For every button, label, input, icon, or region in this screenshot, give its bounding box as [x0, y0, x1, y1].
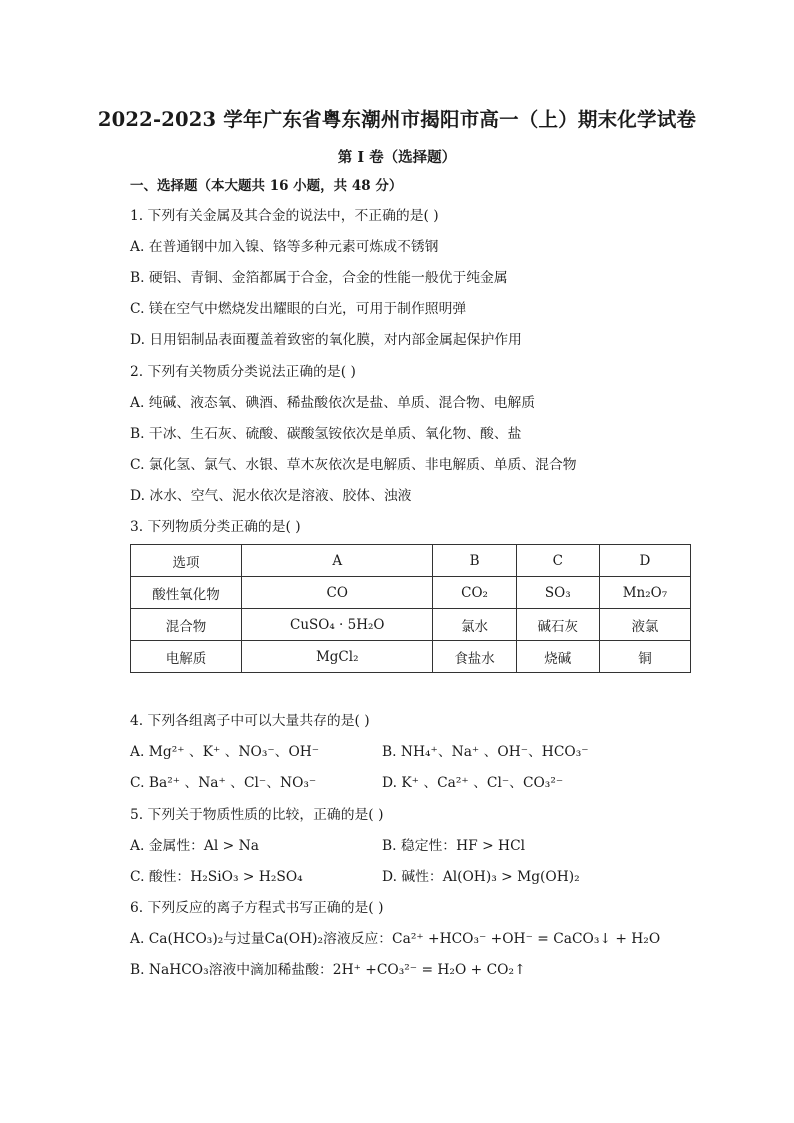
- table-cell: 铜: [599, 641, 690, 673]
- table-cell: 酸性氧化物: [131, 577, 242, 609]
- table-cell: MgCl₂: [242, 641, 433, 673]
- table-row: [131, 641, 691, 673]
- q2-option-a: A. 纯碱、液态氧、碘酒、稀盐酸依次是盐、单质、混合物、电解质: [130, 395, 536, 411]
- q5-stem: 5. 下列关于物质性质的比较，正确的是( ): [130, 807, 384, 823]
- table-row: [131, 577, 691, 609]
- table-header-cell: C: [516, 545, 599, 577]
- table-header-cell: 选项: [131, 545, 242, 577]
- table-cell: 烧碱: [516, 641, 599, 673]
- q2-option-b: B. 干冰、生石灰、硫酸、碳酸氢铵依次是单质、氧化物、酸、盐: [130, 426, 522, 442]
- q1-stem: 1. 下列有关金属及其合金的说法中，不正确的是( ): [130, 208, 439, 224]
- q3-classification-table: [130, 544, 691, 673]
- q5-option-b: B. 稳定性：HF > HCl: [382, 838, 526, 854]
- q1-option-b: B. 硬铝、青铜、金箔都属于合金，合金的性能一般优于纯金属: [130, 270, 508, 286]
- table-cell: 氯水: [433, 609, 516, 641]
- q2-option-c: C. 氯化氢、氯气、水银、草木灰依次是电解质、非电解质、单质、混合物: [130, 457, 577, 473]
- q5-option-d: D. 碱性：Al(OH)₃ > Mg(OH)₂: [382, 869, 580, 885]
- table-cell: CO₂: [433, 577, 516, 609]
- table-cell: Mn₂O₇: [599, 577, 690, 609]
- part-heading: 第 I 卷（选择题）: [337, 149, 457, 166]
- q4-option-b: B. NH₄⁺、Na⁺ 、OH⁻、HCO₃⁻: [382, 744, 589, 760]
- page-title: 2022-2023 学年广东省粤东潮州市揭阳市高一（上）期末化学试卷: [97, 108, 697, 131]
- q3-stem: 3. 下列物质分类正确的是( ): [130, 519, 301, 535]
- table-header-cell: D: [599, 545, 690, 577]
- q6-stem: 6. 下列反应的离子方程式书写正确的是( ): [130, 900, 384, 916]
- table-header-cell: A: [242, 545, 433, 577]
- q6-option-a: A. Ca(HCO₃)₂与过量Ca(OH)₂溶液反应：Ca²⁺ +HCO₃⁻ +OH⁻ = CaCO₃↓ + H₂O: [130, 931, 661, 947]
- q1-option-a: A. 在普通钢中加入镍、铬等多种元素可炼成不锈钢: [130, 239, 439, 255]
- table-row: [131, 609, 691, 641]
- q2-option-d: D. 冰水、空气、泥水依次是溶液、胶体、浊液: [130, 488, 412, 504]
- q1-option-c: C. 镁在空气中燃烧发出耀眼的白光，可用于制作照明弹: [130, 301, 467, 317]
- q6-option-b: B. NaHCO₃溶液中滴加稀盐酸：2H⁺ +CO₃²⁻ = H₂O + CO₂↑: [130, 962, 526, 978]
- q4-option-a: A. Mg²⁺ 、K⁺ 、NO₃⁻、OH⁻: [130, 744, 320, 760]
- table-header-row: [131, 545, 691, 577]
- q5-option-a: A. 金属性：Al > Na: [130, 838, 259, 854]
- table-cell: 碱石灰: [516, 609, 599, 641]
- q1-option-d: D. 日用铝制品表面覆盖着致密的氧化膜，对内部金属起保护作用: [130, 332, 522, 348]
- table-cell: 混合物: [131, 609, 242, 641]
- q4-option-d: D. K⁺ 、Ca²⁺ 、Cl⁻、CO₃²⁻: [382, 775, 564, 791]
- q5-option-c: C. 酸性：H₂SiO₃ > H₂SO₄: [130, 869, 303, 885]
- table-cell: SO₃: [516, 577, 599, 609]
- table-cell: 液氯: [599, 609, 690, 641]
- table-cell: CO: [242, 577, 433, 609]
- q4-option-c: C. Ba²⁺ 、Na⁺ 、Cl⁻、NO₃⁻: [130, 775, 317, 791]
- table-cell: 电解质: [131, 641, 242, 673]
- table-cell: 食盐水: [433, 641, 516, 673]
- section-heading: 一、选择题（本大题共 16 小题，共 48 分）: [130, 178, 403, 194]
- table-header-cell: B: [433, 545, 516, 577]
- table-cell: CuSO₄ · 5H₂O: [242, 609, 433, 641]
- q4-stem: 4. 下列各组离子中可以大量共存的是( ): [130, 713, 370, 729]
- q2-stem: 2. 下列有关物质分类说法正确的是( ): [130, 364, 356, 380]
